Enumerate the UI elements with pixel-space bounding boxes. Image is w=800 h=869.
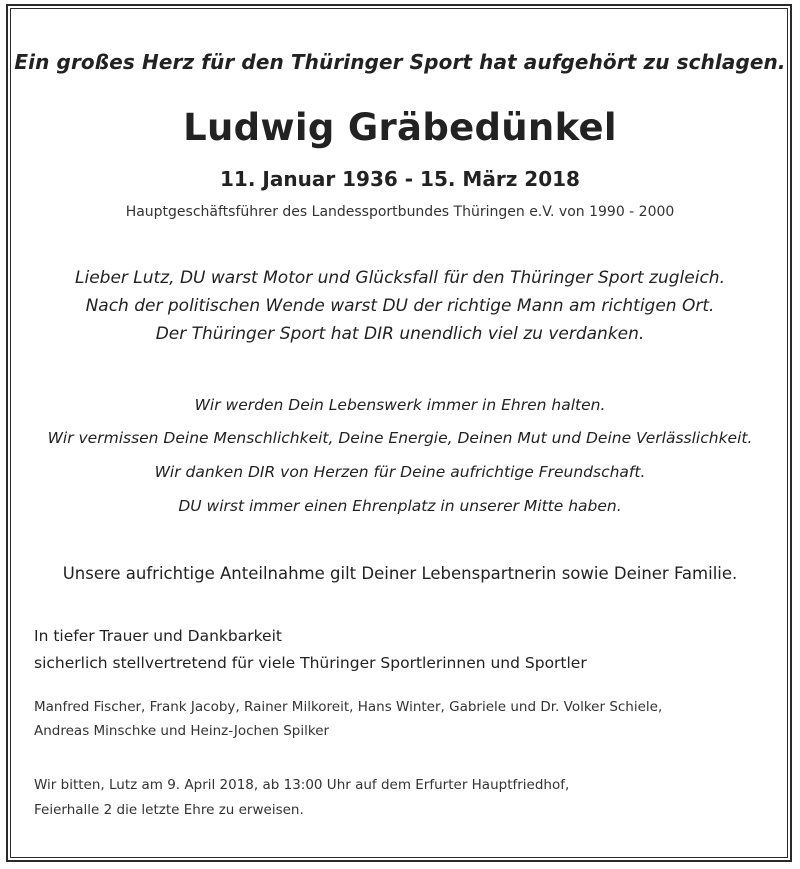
life-dates: 11. Januar 1936 - 15. März 2018: [220, 167, 580, 191]
motto-headline: Ein großes Herz für den Thüringer Sport hat aufgehört zu schlagen.: [14, 50, 786, 74]
deceased-role: Hauptgeschäftsführer des Landessportbundes Thüringen e.V. von 1990 - 2000: [125, 204, 675, 220]
deceased-name: Ludwig Gräbedünkel: [183, 106, 617, 149]
signoff-line-1: In tiefer Trauer und Dankbarkeit: [34, 627, 282, 645]
promise-line-4: DU wirst immer einen Ehrenplatz in unserer Mitte haben.: [178, 497, 622, 515]
signoff-line-2: sicherlich stellvertretend für viele Thüringer Sportlerinnen und Sportler: [34, 654, 587, 672]
funeral-info-line-1: Wir bitten, Lutz am 9. April 2018, ab 13:00 Uhr auf dem Erfurter Hauptfriedhof,: [34, 777, 570, 793]
funeral-info-line-2: Feierhalle 2 die letzte Ehre zu erweisen.: [34, 802, 304, 818]
tribute-line-3: Der Thüringer Sport hat DIR unendlich viel zu verdanken.: [155, 324, 645, 344]
tribute-line-1: Lieber Lutz, DU warst Motor und Glücksfall für den Thüringer Sport zugleich.: [75, 268, 725, 288]
tribute-line-2: Nach der politischen Wende warst DU der richtige Mann am richtigen Ort.: [85, 296, 715, 316]
promise-line-1: Wir werden Dein Lebenswerk immer in Ehren halten.: [194, 396, 606, 414]
mourners-line-1: Manfred Fischer, Frank Jacoby, Rainer Milkoreit, Hans Winter, Gabriele und Dr. Volker Schiele,: [34, 699, 663, 715]
mourners-line-2: Andreas Minschke und Heinz-Jochen Spilker: [34, 723, 330, 739]
promise-line-3: Wir danken DIR von Herzen für Deine aufrichtige Freundschaft.: [154, 463, 646, 481]
promise-line-2: Wir vermissen Deine Menschlichkeit, Deine Energie, Deinen Mut und Deine Verlässlichkeit.: [47, 429, 753, 447]
condolence-text: Unsere aufrichtige Anteilnahme gilt Deiner Lebenspartnerin sowie Deiner Familie.: [62, 564, 738, 583]
